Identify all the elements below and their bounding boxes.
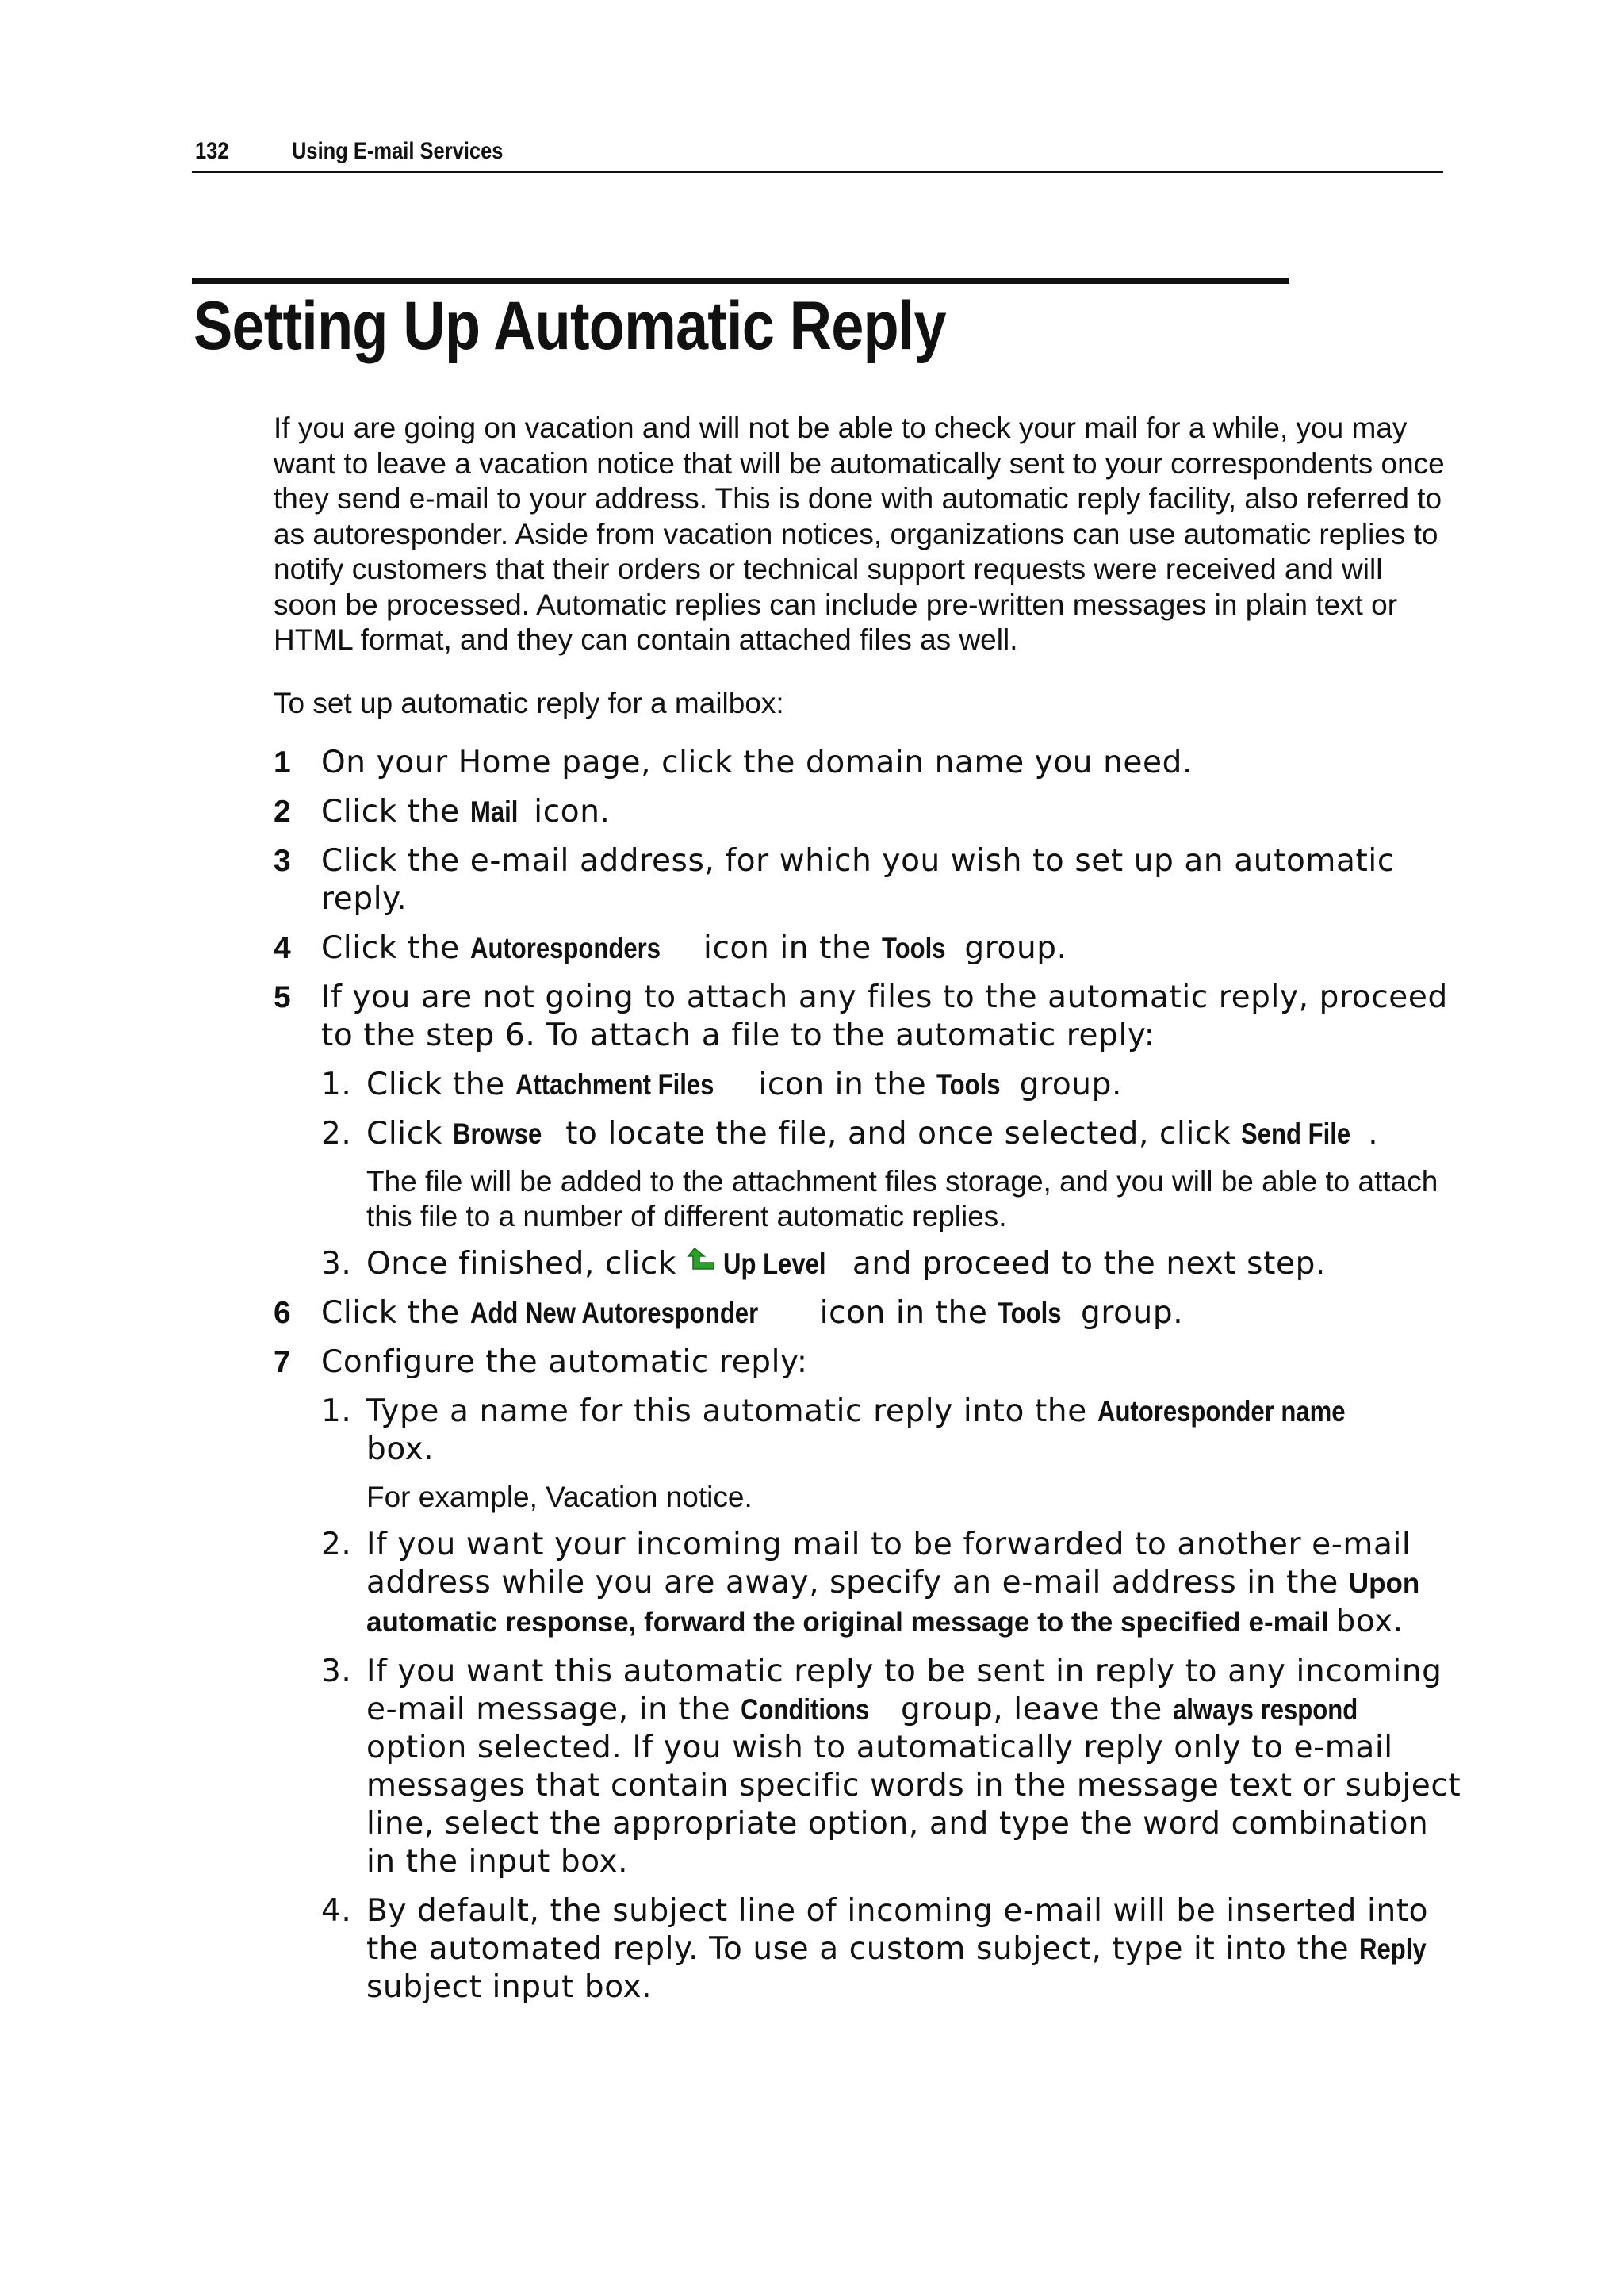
- step-text: Type a name for this automatic reply into the: [366, 1393, 1097, 1429]
- step-text: Click the: [321, 930, 470, 966]
- step-4: [274, 930, 1463, 968]
- step-text: Click: [366, 1116, 453, 1152]
- step-text: group.: [1070, 1295, 1184, 1331]
- step-number: 7: [274, 1345, 292, 1379]
- step-5: [274, 979, 1463, 1055]
- step-text: and proceed to the next step.: [841, 1246, 1326, 1282]
- page-number: 132: [195, 138, 229, 164]
- up-level-icon: [687, 1245, 718, 1277]
- step-7-note: For example, Vacation notice.: [366, 1481, 753, 1513]
- step-number: 4: [274, 931, 292, 965]
- ui-label-forward-original: Upon automatic response, forward the original message to the specified e-mail: [366, 1568, 1420, 1638]
- ui-label-browse: Browse: [452, 1117, 542, 1150]
- ui-label-tools: Tools: [936, 1068, 1001, 1101]
- step-text: option selected. If you wish to automatically reply only to e-mail messages that contain specific words in the message text or subject line, select the appropriate option, and type the word combination in the input box.: [366, 1730, 1461, 1880]
- step-7-sub-2: [274, 1526, 1463, 1642]
- step-text: box.: [366, 1432, 435, 1467]
- step-number: 2: [274, 795, 292, 829]
- intro-paragraph: If you are going on vacation and will not be able to check your mail for a while, you may want to leave a vacation notice that will be automatically sent to your correspondents once they send e-mail to your address. This is done with automatic reply facility, also referred to as autoresponder. Aside from vacation notices, organizations can use automatic replies to notify customers that their orders or technical support requests were received and will soon be processed. Automatic replies can include pre-written messages in plain text or HTML format, and they can contain attached files as well.: [274, 412, 1445, 656]
- step-text: Click the e-mail address, for which you wish to set up an automatic reply.: [321, 843, 1395, 917]
- step-5-sub-2: [274, 1115, 1463, 1153]
- sub-step-number: 4.: [321, 1893, 352, 1929]
- step-text: to locate the file, and once selected, click: [555, 1116, 1242, 1152]
- step-text: icon in the: [693, 930, 882, 966]
- step-3: [274, 842, 1463, 918]
- step-text: Once finished, click: [366, 1246, 688, 1282]
- step-text: If you want your incoming mail to be forwarded to another e-mail address while you are away, specify an e-mail address in the: [366, 1527, 1411, 1600]
- procedure-steps: [274, 744, 1463, 2018]
- step-7-sub-3: [274, 1653, 1463, 1881]
- step-text: If you are not going to attach any files to the automatic reply, proceed to the step 6. To attach a file to the automatic reply:: [321, 979, 1448, 1053]
- step-7: [274, 1343, 1463, 1382]
- step-text: Click the: [366, 1067, 515, 1102]
- title-rule: [192, 278, 1289, 284]
- ui-label-send-file: Send File: [1241, 1117, 1351, 1150]
- sub-step-number: 3.: [321, 1654, 352, 1689]
- step-5-note: The file will be added to the attachment files storage, and you will be able to attach this file to a number of different automatic replies.: [366, 1165, 1438, 1232]
- step-text: icon.: [523, 794, 611, 830]
- ui-label-reply: Reply: [1359, 1933, 1427, 1965]
- step-text: Click the: [321, 794, 470, 830]
- ui-label-up-level: Up Level: [723, 1248, 826, 1280]
- step-number: 6: [274, 1296, 292, 1330]
- ui-label-tools: Tools: [998, 1297, 1063, 1329]
- step-6: [274, 1294, 1463, 1332]
- step-5-sub-3: [274, 1245, 1463, 1283]
- sub-step-number: 1.: [321, 1393, 352, 1429]
- step-number: 5: [274, 980, 292, 1014]
- step-number: 3: [274, 844, 292, 878]
- ui-label-autoresponders: Autoresponders: [469, 932, 661, 964]
- step-text: If you want this automatic reply to be sent in reply to any incoming e-mail message, in the: [366, 1654, 1442, 1727]
- sub-step-number: 3.: [321, 1246, 352, 1282]
- step-7-sub-4: [274, 1892, 1463, 2007]
- ui-label-autoresponder-name: Autoresponder name: [1097, 1395, 1346, 1428]
- step-5-sub-1: [274, 1066, 1463, 1104]
- step-7-sub-1: [274, 1393, 1463, 1469]
- procedure-lead: To set up automatic reply for a mailbox:: [274, 687, 784, 719]
- step-text: .: [1368, 1116, 1379, 1152]
- step-text: icon in the: [809, 1295, 998, 1331]
- step-text: Click the: [321, 1295, 470, 1331]
- ui-label-conditions: Conditions: [741, 1693, 870, 1726]
- step-number: 1: [274, 746, 292, 780]
- step-text: group.: [1009, 1067, 1122, 1102]
- sub-step-number: 2.: [321, 1116, 352, 1152]
- step-1: [274, 744, 1463, 782]
- step-text: group, leave the: [891, 1692, 1173, 1727]
- step-2: [274, 793, 1463, 831]
- step-text: box.: [1325, 1604, 1404, 1639]
- ui-label-attachment-files: Attachment Files: [515, 1068, 714, 1101]
- step-text: group.: [954, 930, 1067, 966]
- ui-label-always-respond: always respond: [1172, 1693, 1358, 1726]
- step-text: By default, the subject line of incoming e-mail will be inserted into the automated reply. To use a custom subject, type it into the: [366, 1893, 1429, 1967]
- step-text: icon in the: [748, 1067, 937, 1102]
- sub-step-number: 1.: [321, 1067, 352, 1102]
- running-header: [192, 133, 1443, 173]
- section-title: Using E-mail Services: [292, 138, 504, 164]
- step-text: subject input box.: [366, 1969, 653, 2005]
- step-text: Configure the automatic reply:: [321, 1344, 808, 1380]
- step-text: On your Home page, click the domain name you need.: [321, 745, 1193, 780]
- ui-label-mail: Mail: [469, 795, 519, 828]
- page-title: Setting Up Automatic Reply: [193, 288, 946, 364]
- ui-label-tools: Tools: [881, 932, 946, 964]
- sub-step-number: 2.: [321, 1527, 352, 1562]
- ui-label-add-new-autoresponder: Add New Autoresponder: [469, 1297, 758, 1329]
